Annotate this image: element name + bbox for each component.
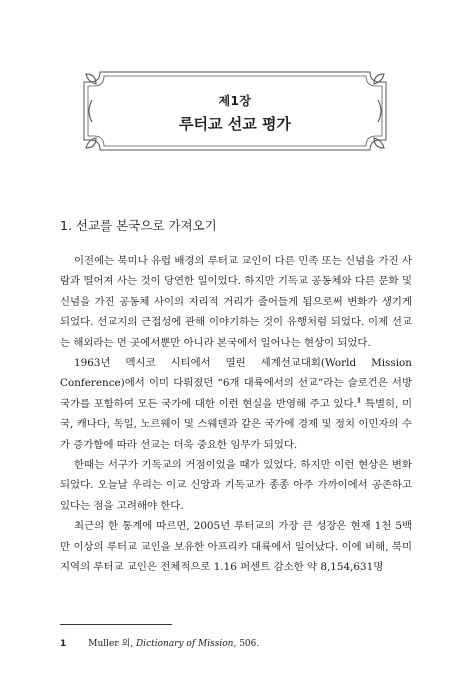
paragraph-4: 최근의 한 통계에 따르면, 2005년 루터교의 가장 큰 성장은 현재 1천 5백만 이상의 루터교 교인을 보유한 아프리카 대륙에서 일어났다. 이에 비해, 북미 지역의 루터교 교인은 전체적으로 1.16 퍼센트 감소한 약 8,154,631명 (60, 520, 412, 574)
paragraph-3: 한때는 서구가 기독교의 거점이었을 때가 있었다. 하지만 이런 현상은 변화되었다. 오늘날 우리는 이교 신앙과 기독교가 종종 아주 가까이에서 공존하고 있다는 점을 고려해야 한다. (60, 459, 412, 512)
footnote-page: , 506. (233, 639, 260, 649)
paragraph-2 (60, 353, 412, 455)
paragraph-2-text: 1963년 멕시코 시티에서 열린 세계선교대회(World Mission Conference)에서 이미 다뤄졌던 “6개 대륙에서의 선교”라는 슬로건은 서방 국가를 포함하여 모든 국가에 대한 이런 현실을 반영해 주고 있다. (60, 357, 412, 410)
paragraph-1: 이전에는 북미나 유럽 배경의 루터교 교인이 다른 민족 또는 신념을 가진 사람과 떨어져 사는 것이 당연한 일이었다. 하지만 기독교 공동체와 다른 문화 및 신념을 가진 공동체 사이의 지리적 거리가 줄어들게 됨으로써 변화가 생기게 되었다. 선교지의 근접성에 관해 이야기하는 것이 유행처럼 되었다. 이제 선교는 해외라는 먼 곳에서뿐만 아니라 본국에서 일어나는 현상이 되었다. (60, 255, 412, 349)
ornamental-border (82, 70, 388, 152)
body-text (60, 251, 412, 578)
chapter-title: 루터교 선교 평가 (179, 115, 291, 133)
paragraph-2-rest: 특별히, 미국, 캐나다, 독일, 노르웨이 및 스웨덴과 같은 국가에 경제 및 정치 이민자의 수가 증가함에 따라 선교는 더욱 중요한 임무가 되었다. (60, 397, 413, 451)
footnote-reference[interactable]: 1 (356, 396, 362, 405)
chapter-number: 제1장 (218, 94, 252, 108)
footnote (60, 636, 259, 649)
footnote-divider (60, 624, 172, 625)
footnote-number: 1 (60, 639, 67, 649)
chapter-title-frame (82, 70, 388, 152)
footnote-author: Muller 외, (88, 639, 134, 649)
section-heading: 1. 선교를 본국으로 가져오기 (60, 218, 217, 233)
footnote-title: Dictionary of Mission (135, 639, 234, 649)
